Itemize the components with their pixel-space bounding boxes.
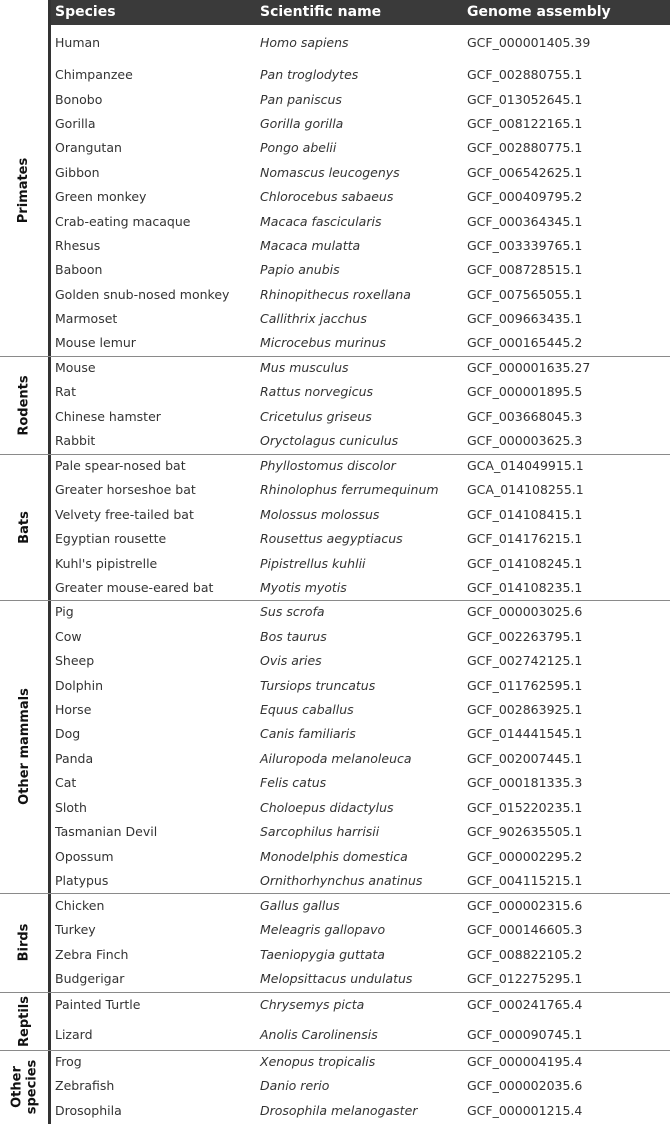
- species-cell: Chimpanzee: [55, 67, 133, 82]
- species-cell: Human: [55, 35, 101, 50]
- species-cell: Rhesus: [55, 238, 101, 253]
- species-cell: Cow: [55, 629, 82, 644]
- genome-assembly-cell: GCF_000409795.2: [467, 189, 583, 204]
- genome-assembly-cell: GCF_002863925.1: [467, 702, 583, 717]
- genome-assembly-cell: GCF_008122165.1: [467, 116, 583, 131]
- column-header-scientific-name: Scientific name: [260, 4, 382, 20]
- genome-assembly-cell: GCF_014176215.1: [467, 531, 583, 546]
- species-cell: Panda: [55, 751, 94, 766]
- species-cell: Zebra Finch: [55, 947, 129, 962]
- genome-assembly-cell: GCF_004115215.1: [467, 873, 583, 888]
- scientific-name-cell: Mus musculus: [260, 360, 349, 375]
- table-header: [51, 0, 670, 25]
- species-cell: Lizard: [55, 1027, 93, 1042]
- species-cell: Dolphin: [55, 678, 103, 693]
- genome-assembly-cell: GCF_000001895.5: [467, 384, 583, 399]
- group-label-text: Rodents: [16, 374, 32, 436]
- scientific-name-cell: Myotis myotis: [260, 580, 347, 595]
- group-label: [0, 1050, 48, 1124]
- scientific-name-cell: Ovis aries: [260, 653, 322, 668]
- scientific-name-cell: Bos taurus: [260, 629, 327, 644]
- genome-assembly-cell: GCF_013052645.1: [467, 92, 583, 107]
- group-label: [0, 25, 48, 356]
- scientific-name-cell: Melopsittacus undulatus: [260, 971, 413, 986]
- genome-assembly-cell: GCF_007565055.1: [467, 287, 583, 302]
- species-cell: Greater horseshoe bat: [55, 482, 196, 497]
- genome-assembly-cell: GCF_000090745.1: [467, 1027, 583, 1042]
- genome-assembly-cell: GCF_000002315.6: [467, 898, 583, 913]
- genome-assembly-cell: GCF_012275295.1: [467, 971, 583, 986]
- scientific-name-cell: Pipistrellus kuhlii: [260, 556, 366, 571]
- genome-assembly-cell: GCF_000002295.2: [467, 849, 583, 864]
- scientific-name-cell: Pan paniscus: [260, 92, 342, 107]
- species-cell: Sloth: [55, 800, 87, 815]
- group-label-text: Other mammals: [16, 688, 32, 805]
- scientific-name-cell: Rousettus aegyptiacus: [260, 531, 403, 546]
- scientific-name-cell: Phyllostomus discolor: [260, 458, 396, 473]
- genome-assembly-cell: GCF_000002035.6: [467, 1078, 583, 1093]
- species-cell: Greater mouse-eared bat: [55, 580, 214, 595]
- group-label: [0, 893, 48, 992]
- genome-assembly-cell: GCF_014108235.1: [467, 580, 583, 595]
- genome-assembly-cell: GCF_011762595.1: [467, 678, 583, 693]
- scientific-name-cell: Sarcophilus harrisii: [260, 824, 380, 839]
- scientific-name-cell: Ornithorhynchus anatinus: [260, 873, 423, 888]
- species-cell: Painted Turtle: [55, 997, 141, 1012]
- scientific-name-cell: Callithrix jacchus: [260, 311, 367, 326]
- scientific-name-cell: Oryctolagus cuniculus: [260, 433, 399, 448]
- scientific-name-cell: Cricetulus griseus: [260, 409, 372, 424]
- species-cell: Gorilla: [55, 116, 96, 131]
- genome-assembly-cell: GCF_000165445.2: [467, 335, 583, 350]
- species-cell: Chinese hamster: [55, 409, 161, 424]
- species-cell: Tasmanian Devil: [55, 824, 158, 839]
- scientific-name-cell: Chlorocebus sabaeus: [260, 189, 394, 204]
- scientific-name-cell: Pan troglodytes: [260, 67, 359, 82]
- genome-assembly-cell: GCF_014108245.1: [467, 556, 583, 571]
- species-cell: Mouse lemur: [55, 335, 136, 350]
- genome-assembly-cell: GCF_014441545.1: [467, 726, 583, 741]
- scientific-name-cell: Macaca mulatta: [260, 238, 361, 253]
- scientific-name-cell: Taeniopygia guttata: [260, 947, 385, 962]
- scientific-name-cell: Homo sapiens: [260, 35, 349, 50]
- scientific-name-cell: Gallus gallus: [260, 898, 340, 913]
- species-cell: Baboon: [55, 262, 103, 277]
- genome-assembly-cell: GCF_000003625.3: [467, 433, 583, 448]
- species-cell: Green monkey: [55, 189, 147, 204]
- species-cell: Golden snub-nosed monkey: [55, 287, 230, 302]
- genome-assembly-cell: GCF_008728515.1: [467, 262, 583, 277]
- scientific-name-cell: Choloepus didactylus: [260, 800, 394, 815]
- scientific-name-cell: Xenopus tropicalis: [260, 1054, 376, 1069]
- genome-assembly-cell: GCA_014108255.1: [467, 482, 584, 497]
- group-separator: [0, 1050, 670, 1051]
- genome-assembly-cell: GCF_002880775.1: [467, 140, 583, 155]
- species-cell: Kuhl's pipistrelle: [55, 556, 158, 571]
- species-cell: Zebrafish: [55, 1078, 115, 1093]
- genome-assembly-cell: GCF_009663435.1: [467, 311, 583, 326]
- species-cell: Mouse: [55, 360, 96, 375]
- species-cell: Budgerigar: [55, 971, 125, 986]
- scientific-name-cell: Felis catus: [260, 775, 327, 790]
- genome-assembly-cell: GCF_002007445.1: [467, 751, 583, 766]
- species-cell: Pig: [55, 604, 74, 619]
- column-header-species: Species: [55, 4, 116, 20]
- species-cell: Opossum: [55, 849, 114, 864]
- species-cell: Turkey: [55, 922, 96, 937]
- species-cell: Bonobo: [55, 92, 103, 107]
- genome-assembly-cell: GCF_000146605.3: [467, 922, 583, 937]
- scientific-name-cell: Papio anubis: [260, 262, 340, 277]
- species-cell: Rabbit: [55, 433, 96, 448]
- group-separator: [0, 356, 670, 357]
- genome-assembly-cell: GCF_000181335.3: [467, 775, 583, 790]
- species-cell: Cat: [55, 775, 77, 790]
- scientific-name-cell: Gorilla gorilla: [260, 116, 344, 131]
- genome-assembly-cell: GCF_008822105.2: [467, 947, 583, 962]
- species-cell: Rat: [55, 384, 76, 399]
- scientific-name-cell: Sus scrofa: [260, 604, 325, 619]
- group-label: [0, 600, 48, 893]
- group-label: [0, 992, 48, 1050]
- genome-assembly-cell: GCF_003668045.3: [467, 409, 583, 424]
- scientific-name-cell: Rhinopithecus roxellana: [260, 287, 411, 302]
- genome-assembly-cell: GCF_000241765.4: [467, 997, 583, 1012]
- genome-assembly-cell: GCF_014108415.1: [467, 507, 583, 522]
- species-cell: Chicken: [55, 898, 105, 913]
- scientific-name-cell: Monodelphis domestica: [260, 849, 408, 864]
- genome-assembly-cell: GCF_002880755.1: [467, 67, 583, 82]
- species-cell: Velvety free-tailed bat: [55, 507, 194, 522]
- scientific-name-cell: Macaca fascicularis: [260, 214, 382, 229]
- species-cell: Platypus: [55, 873, 109, 888]
- scientific-name-cell: Drosophila melanogaster: [260, 1103, 418, 1118]
- scientific-name-cell: Ailuropoda melanoleuca: [260, 751, 412, 766]
- scientific-name-cell: Microcebus murinus: [260, 335, 386, 350]
- scientific-name-cell: Rhinolophus ferrumequinum: [260, 482, 439, 497]
- genome-assembly-cell: GCF_002742125.1: [467, 653, 583, 668]
- group-label-text: Primates: [16, 157, 32, 224]
- scientific-name-cell: Meleagris gallopavo: [260, 922, 386, 937]
- group-separator: [0, 600, 670, 601]
- group-separator: [0, 893, 670, 894]
- scientific-name-cell: Molossus molossus: [260, 507, 380, 522]
- scientific-name-cell: Tursiops truncatus: [260, 678, 376, 693]
- species-cell: Horse: [55, 702, 92, 717]
- group-label-text: Other species: [9, 1059, 40, 1115]
- species-cell: Drosophila: [55, 1103, 122, 1118]
- genome-assembly-cell: GCF_003339765.1: [467, 238, 583, 253]
- scientific-name-cell: Chrysemys picta: [260, 997, 365, 1012]
- genome-assembly-cell: GCF_006542625.1: [467, 165, 583, 180]
- species-cell: Dog: [55, 726, 81, 741]
- species-cell: Frog: [55, 1054, 82, 1069]
- genome-assembly-cell: GCF_000003025.6: [467, 604, 583, 619]
- group-separator: [0, 992, 670, 993]
- scientific-name-cell: Danio rerio: [260, 1078, 330, 1093]
- species-cell: Sheep: [55, 653, 95, 668]
- species-cell: Crab-eating macaque: [55, 214, 191, 229]
- species-cell: Pale spear-nosed bat: [55, 458, 186, 473]
- genome-assembly-cell: GCF_000001405.39: [467, 35, 591, 50]
- genome-assembly-cell: GCF_000364345.1: [467, 214, 583, 229]
- genome-assembly-cell: GCF_000004195.4: [467, 1054, 583, 1069]
- genome-assembly-cell: GCF_000001635.27: [467, 360, 591, 375]
- species-cell: Marmoset: [55, 311, 118, 326]
- group-label-text: Reptils: [16, 995, 32, 1047]
- column-header-genome-assembly: Genome assembly: [467, 4, 611, 20]
- scientific-name-cell: Rattus norvegicus: [260, 384, 374, 399]
- genome-assembly-cell: GCF_000001215.4: [467, 1103, 583, 1118]
- scientific-name-cell: Equus caballus: [260, 702, 354, 717]
- group-label-text: Bats: [16, 510, 32, 544]
- group-label-text: Birds: [16, 923, 32, 962]
- species-cell: Gibbon: [55, 165, 100, 180]
- group-separator: [0, 454, 670, 455]
- scientific-name-cell: Canis familiaris: [260, 726, 356, 741]
- genome-assembly-cell: GCF_002263795.1: [467, 629, 583, 644]
- group-label: [0, 356, 48, 454]
- group-divider-line: [48, 0, 51, 1124]
- scientific-name-cell: Anolis Carolinensis: [260, 1027, 378, 1042]
- scientific-name-cell: Nomascus leucogenys: [260, 165, 400, 180]
- scientific-name-cell: Pongo abelii: [260, 140, 337, 155]
- genome-assembly-cell: GCF_015220235.1: [467, 800, 583, 815]
- genome-assembly-cell: GCA_014049915.1: [467, 458, 584, 473]
- species-cell: Orangutan: [55, 140, 122, 155]
- group-label: [0, 454, 48, 600]
- genome-assembly-cell: GCF_902635505.1: [467, 824, 583, 839]
- species-cell: Egyptian rousette: [55, 531, 167, 546]
